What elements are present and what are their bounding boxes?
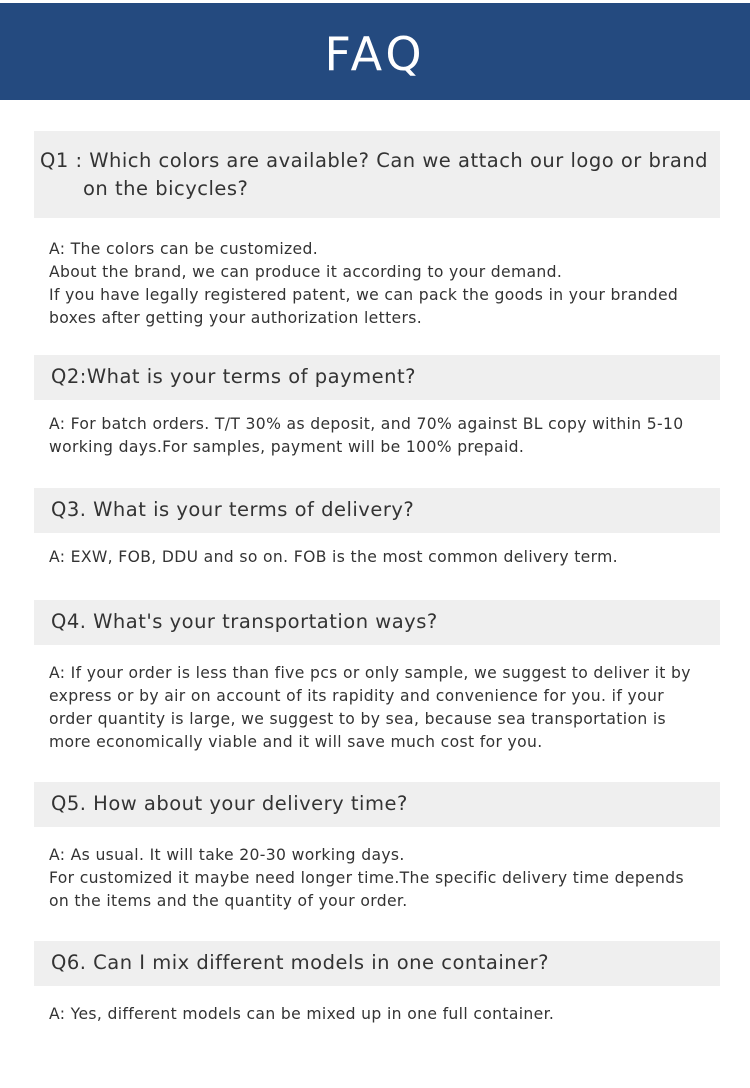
answer-q3 bbox=[49, 546, 729, 569]
question-q1-line2: on the bicycles? bbox=[83, 177, 249, 200]
question-q2: Q2:What is your terms of payment? bbox=[51, 365, 416, 388]
answer-line: boxes after getting your authorization letters. bbox=[49, 309, 423, 327]
answer-line: A: EXW, FOB, DDU and so on. FOB is the most common delivery term. bbox=[49, 548, 618, 566]
answer-line: working days.For samples, payment will be 100% prepaid. bbox=[49, 438, 525, 456]
question-box-q2 bbox=[34, 355, 720, 400]
question-box-q1 bbox=[34, 131, 720, 218]
page-title: FAQ bbox=[324, 26, 426, 81]
question-box-q4 bbox=[34, 600, 720, 645]
answer-q1 bbox=[49, 238, 729, 330]
answer-line: A: For batch orders. T/T 30% as deposit, and 70% against BL copy within 5-10 bbox=[49, 415, 684, 433]
question-box-q5 bbox=[34, 782, 720, 827]
question-box-q6 bbox=[34, 941, 720, 986]
answer-q6 bbox=[49, 1003, 729, 1026]
answer-line: A: Yes, different models can be mixed up in one full container. bbox=[49, 1005, 555, 1023]
answer-line: A: The colors can be customized. bbox=[49, 240, 319, 258]
answer-line: For customized it maybe need longer time.The specific delivery time depends bbox=[49, 869, 685, 887]
answer-line: A: As usual. It will take 20-30 working days. bbox=[49, 846, 405, 864]
question-box-q3 bbox=[34, 488, 720, 533]
answer-q5 bbox=[49, 844, 729, 913]
question-q6: Q6. Can I mix different models in one container? bbox=[51, 951, 549, 974]
question-q1-line1: Q1 : Which colors are available? Can we attach our logo or brand bbox=[40, 149, 709, 172]
answer-q4 bbox=[49, 662, 729, 754]
answer-q2 bbox=[49, 413, 729, 459]
answer-line: If you have legally registered patent, we can pack the goods in your branded bbox=[49, 286, 679, 304]
answer-line: order quantity is large, we suggest to by sea, because sea transportation is bbox=[49, 710, 667, 728]
question-q4: Q4. What's your transportation ways? bbox=[51, 610, 438, 633]
question-q3: Q3. What is your terms of delivery? bbox=[51, 498, 415, 521]
answer-line: more economically viable and it will save much cost for you. bbox=[49, 733, 543, 751]
answer-line: A: If your order is less than five pcs or only sample, we suggest to deliver it by bbox=[49, 664, 691, 682]
answer-line: on the items and the quantity of your order. bbox=[49, 892, 408, 910]
faq-header bbox=[0, 3, 750, 100]
answer-line: About the brand, we can produce it according to your demand. bbox=[49, 263, 563, 281]
question-q5: Q5. How about your delivery time? bbox=[51, 792, 408, 815]
answer-line: express or by air on account of its rapidity and convenience for you. if your bbox=[49, 687, 664, 705]
